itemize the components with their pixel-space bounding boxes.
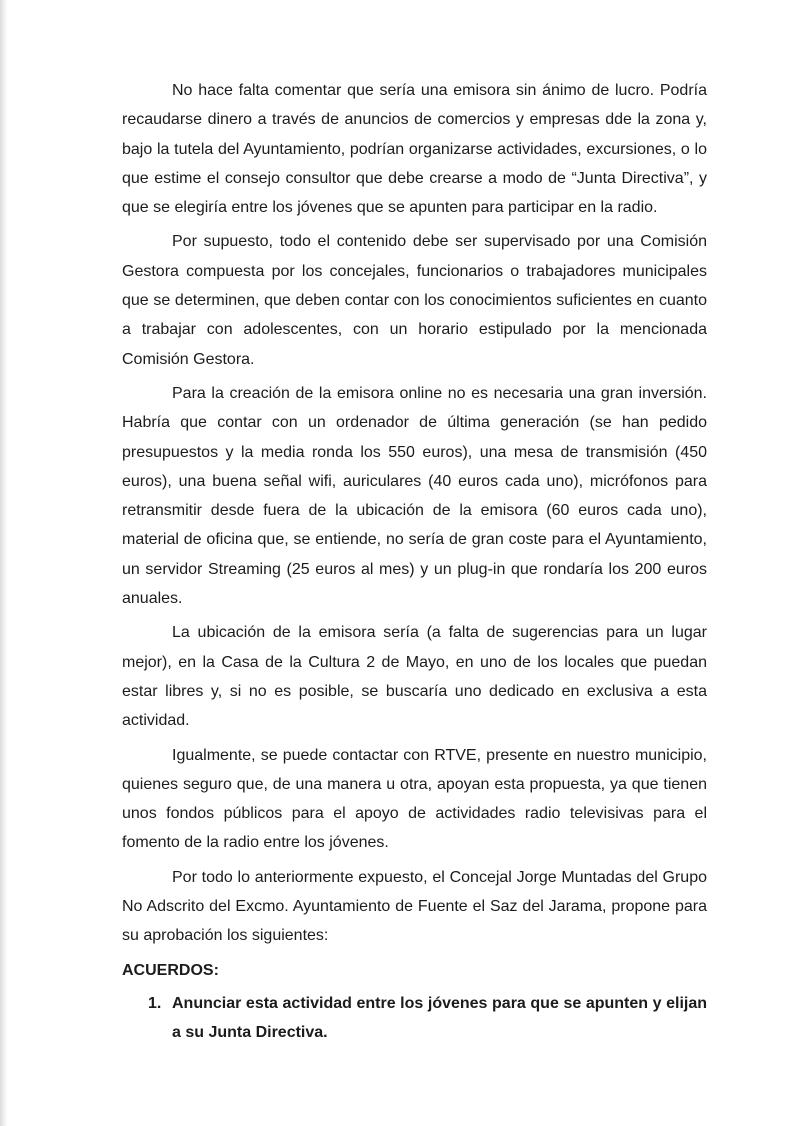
acuerdos-heading: ACUERDOS: <box>122 961 219 979</box>
acuerdo-item <box>122 989 707 1048</box>
document-page <box>122 76 707 1047</box>
paragraph-location: La ubicación de la emisora sería (a falta de sugerencias para un lugar mejor), en la Casa de la Cultura 2 de Mayo, en uno de los locales que puedan estar libres y, si no es posible, se buscaría uno dedicado en exclusiva a esta actividad. <box>122 624 707 730</box>
paragraph-supervision: Por supuesto, todo el contenido debe ser supervisado por una Comisión Gestora compuesta por los concejales, funcionarios o trabajadores municipales que se determinen, que deben contar con los conocimientos suficientes en cuanto a trabajar con adolescentes, con un horario estipulado por la mencionada Comisión Gestora. <box>122 233 707 368</box>
paragraph-nonprofit: No hace falta comentar que sería una emisora sin ánimo de lucro. Podría recaudarse dinero a través de anuncios de comercios y empresas dde la zona y, bajo la tutela del Ayuntamiento, podrían organizarse actividades, excursiones, o lo que estime el consejo consultor que debe crearse a modo de “Junta Directiva”, y que se elegiría entre los jóvenes que se apunten para participar en la radio. <box>122 82 707 217</box>
acuerdos-list <box>122 989 707 1048</box>
paragraph-proposal: Por todo lo anteriormente expuesto, el Concejal Jorge Muntadas del Grupo No Adscrito del Excmo. Ayuntamiento de Fuente el Saz del Jarama, propone para su aprobación los siguientes: <box>122 868 707 945</box>
paragraph-investment: Para la creación de la emisora online no es necesaria una gran inversión. Habría que contar con un ordenador de última generación (se han pedido presupuestos y la media ronda los 550 euros), una mesa de transmisión (450 euros), una buena señal wifi, auriculares (40 euros cada uno), micrófonos para retransmitir desde fuera de la ubicación de la emisora (60 euros cada uno), material de oficina que, se entiende, no sería de gran coste para el Ayuntamiento, un servidor Streaming (25 euros al mes) y un plug-in que rondaría los 200 euros anuales. <box>122 384 707 608</box>
acuerdo-text: Anunciar esta actividad entre los jóvenes para que se apunten y elijan a su Junta Directiva. <box>172 994 707 1041</box>
page-edge-shadow <box>0 0 8 1126</box>
paragraph-rtve: Igualmente, se puede contactar con RTVE, presente en nuestro municipio, quienes seguro que, de una manera u otra, apoyan esta propuesta, ya que tienen unos fondos públicos para el apoyo de actividades radio televisivas para el fomento de la radio entre los jóvenes. <box>122 746 707 852</box>
acuerdo-number: 1. <box>148 994 162 1012</box>
